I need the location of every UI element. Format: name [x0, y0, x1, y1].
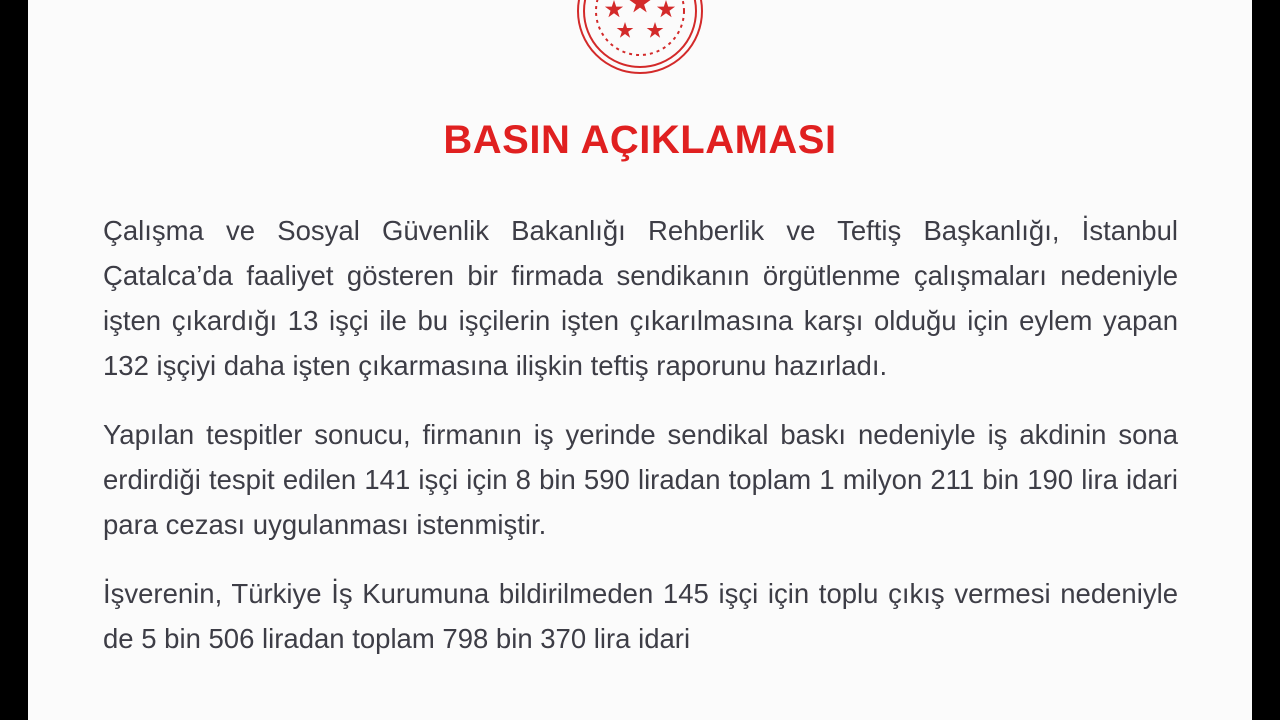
page-title: BASIN AÇIKLAMASI — [443, 118, 837, 162]
paragraph-2: Yapılan tespitler sonucu, firmanın iş yerinde sendikal baskı nedeniyle iş akdinin sona erdirdiği tespit edilen 141 işçi için 8 bin 590 liradan toplam 1 milyon 211 bin 190 lira idari para cezası uygulanması istenmiştir. — [103, 419, 1178, 540]
paragraph-1: Çalışma ve Sosyal Güvenlik Bakanlığı Rehberlik ve Teftiş Başkanlığı, İstanbul Çatalca’da faaliyet gösteren bir firmada sendikanın örgütlenme çalışmaları nedeniyle işten çıkardığı 13 işçi ile bu işçilerin işten çıkarılmasına karşı olduğu için eylem yapan 132 işçiyi daha işten çıkarmasına ilişkin teftiş raporunu hazırladı. — [103, 215, 1178, 381]
paragraph-3: İşverenin, Türkiye İş Kurumuna bildirilmeden 145 işçi için toplu çıkış vermesi nedeniyle de 5 bin 506 liradan toplam 798 bin 370 lira idari — [103, 578, 1178, 654]
turkish-republic-star-emblem-icon — [565, 0, 715, 86]
document-body — [103, 208, 1178, 661]
document-page — [28, 0, 1252, 720]
